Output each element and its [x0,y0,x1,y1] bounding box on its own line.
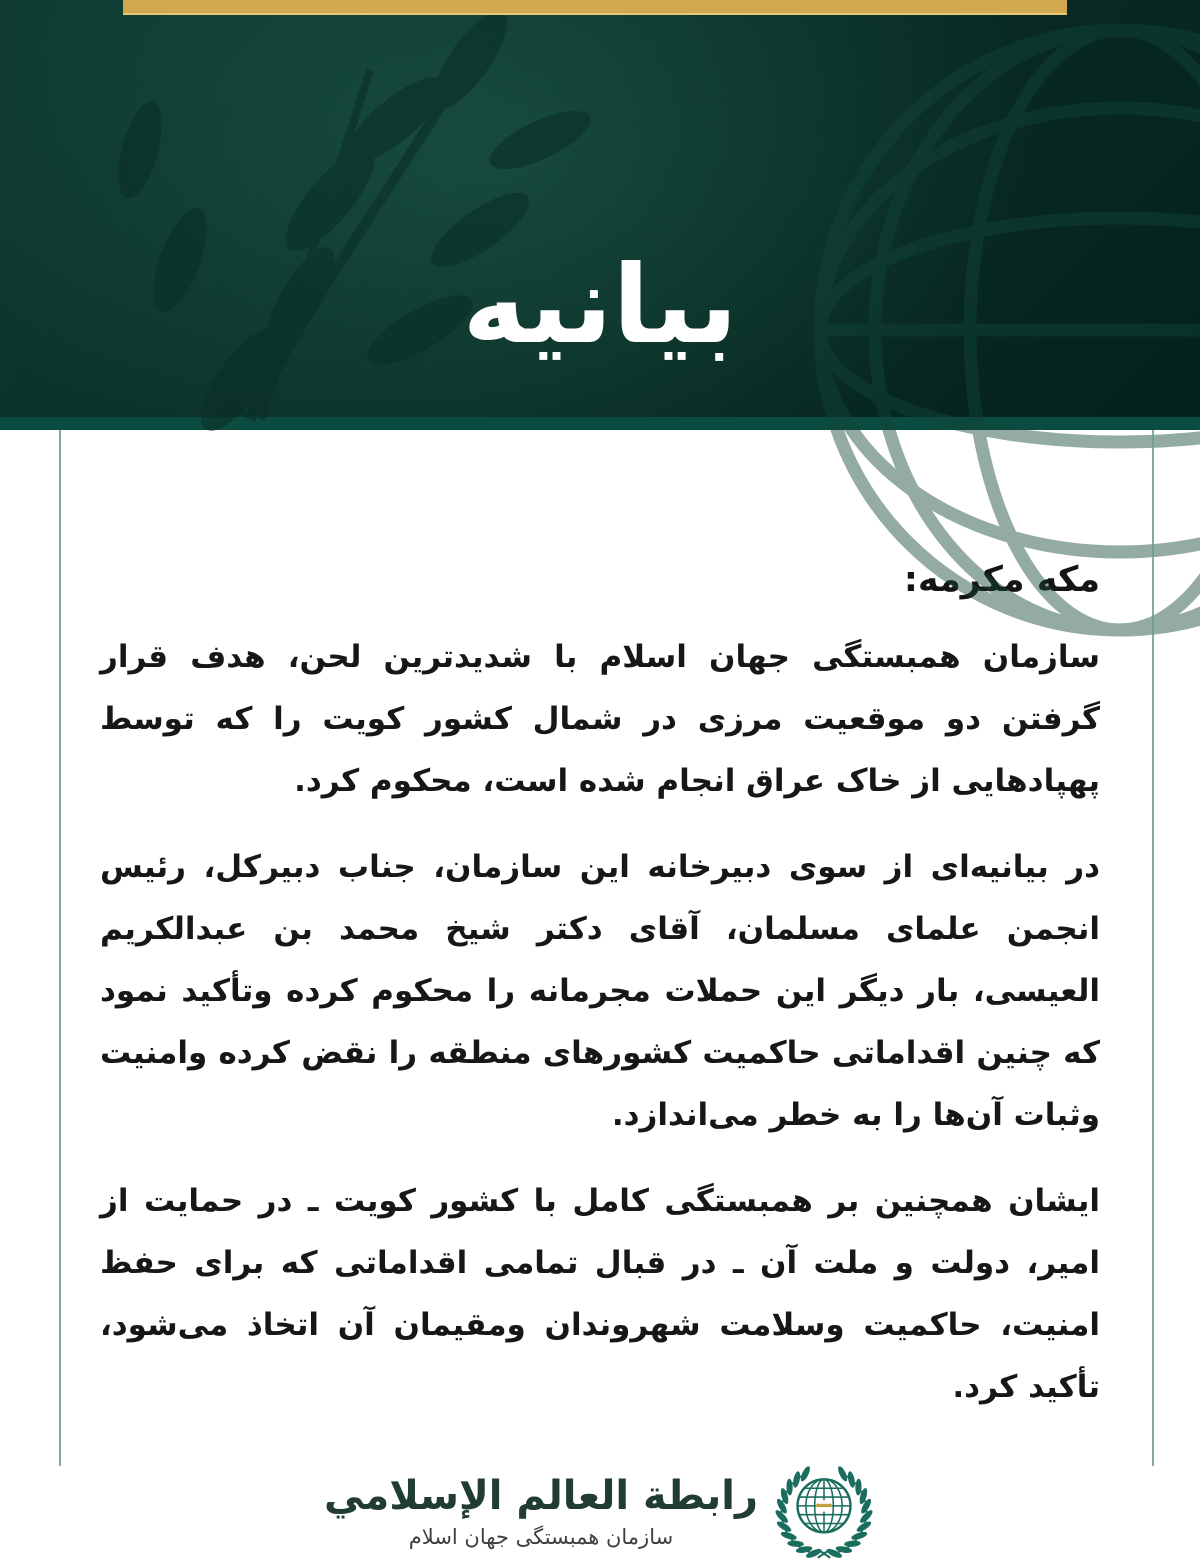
statement-paragraph-3: ایشان همچنین بر همبستگی کامل با کشور کویت ـ در حمایت از امیر، دولت و ملت آن ـ در قبال تمامی اقداماتی که برای حفظ امنیت، حاکمیت وسلامت شهروندان ومقیمان آن اتخاذ می‌شود، تأکید کرد. [100,1183,1100,1405]
gold-accent-bar [123,0,1067,15]
branch-watermark-icon [110,0,598,442]
org-name-persian-subtitle: سازمان همبستگی جهان اسلام [408,1524,674,1549]
right-border-line [1152,430,1154,1466]
header-bottom-strip [0,417,1200,430]
location-heading: مکه مکرمه: [903,560,1100,600]
header-banner [0,0,1200,417]
statement-paragraph-2: در بیانیه‌ای از سوی دبیرخانه این سازمان، جناب دبیرکل، رئیس انجمن علمای مسلمان، آقای دکتر شیخ محمد بن عبدالکریم العیسی، بار دیگر این حملات مجرمانه را محکوم کرده وتأکید نمود که چنین اقداماتی حاکمیت کشورهای منطقه را نقض کرده وامنیت وثبات آن‌ها را به خطر می‌اندازد. [100,849,1100,1133]
org-logo-text [324,1472,758,1549]
org-logo [100,1454,1100,1566]
page-title: بیانیه [462,243,738,368]
org-name-arabic-calligraphy: رابطة العالم الإسلامي [324,1472,758,1519]
statement-paragraph-1: سازمان همبستگی جهان اسلام با شدیدترین لحن، هدف قرار گرفتن دو موقعیت مرزی در شمال کشور کویت را که توسط پهپادهایی از خاک عراق انجام شده است، محکوم کرد. [100,639,1100,799]
left-border-line [59,430,61,1466]
statement-body [100,560,1100,1566]
wreath-globe-emblem-icon [772,1454,876,1566]
